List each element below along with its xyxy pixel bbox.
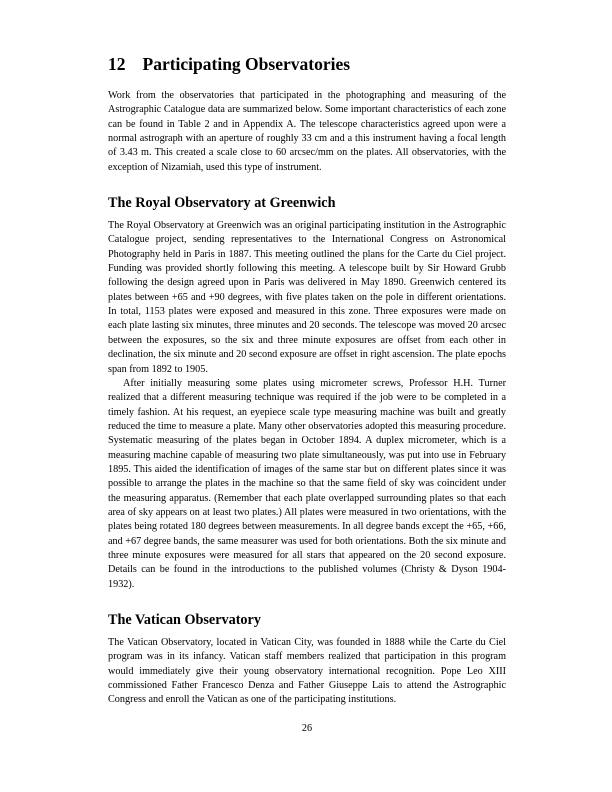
greenwich-paragraph-2: After initially measuring some plates using micrometer screws, Professor H.H. Turner realized that a different measuring technique was required if the job were to be completed in a timely fashion. At his request, an eyepiece scale type measuring machine was built and greatly reduced the time to measure a plate. Many other observatories adopted this measuring procedure. Systematic measuring of the plates began in October 1894. A duplex micrometer, which is a measuring machine capable of measuring two plate simultaneously, was put into use in February 1895. This aided the identification of images of the same star but on different plates since it was possible to arrange the plates in the machine so that the same field of sky was coincident under the measuring apparatus. (Remember that each plate overlapped surrounding plates so that each area of sky appears on at least two plates.) All plates were measured in two orientations, with the plates being rotated 180 degrees between measurements. In all degree bands except the +65, +66, and +67 degree bands, the same measurer was used for both orientations. Both the six minute and three minute exposures were measured for all stars that appeared on the 20 second exposure. Details can be found in the introductions to the published volumes (Christy & Dyson 1904-1932). bbox=[108, 377, 506, 590]
vatican-paragraph-1: The Vatican Observatory, located in Vatican City, was founded in 1888 while the Carte du Ciel program was in its infancy. Vatican staff members realized that participation in this program would immediately give their young observatory international recognition. Pope Leo XIII commissioned Father Francesco Denza and Father Giuseppe Lais to attend the Astrographic Congress and enroll the Vatican as one of the participating institutions. bbox=[108, 637, 506, 706]
page-number: 26 bbox=[301, 723, 313, 734]
intro-paragraph: Work from the observatories that participated in the photographing and measuring of the Astrographic Catalogue data are summarized below. Some important characteristics of each zone can be found in Table 2 and in Appendix A. The telescope characteristics agreed upon were a normal astrograph with an aperture of roughly 33 cm and a this instrument having a focal length of 3.43 m. This created a scale close to 60 arcsec/mm on the plates. All observatories, with the exception of Nizamiah, used this type of instrument. bbox=[108, 90, 506, 173]
subsection-heading-vatican: The Vatican Observatory bbox=[108, 612, 261, 628]
vatican-section-body bbox=[108, 636, 506, 708]
greenwich-section-body bbox=[108, 219, 506, 592]
section-intro-block bbox=[108, 89, 506, 175]
greenwich-paragraph-1: The Royal Observatory at Greenwich was an original participating institution in the Astrographic Catalogue project, sending representatives to the International Congress on Astronomical Photography held in Paris in 1887. This meeting outlined the plans for the Carte du Ciel project. Funding was provided shortly following this meeting. A telescope built by Sir Howard Grubb following the design agreed upon in Paris was delivered in May 1890. Greenwich centered its plates between +65 and +90 degrees, with five plates taken on the pole in different orientations. In total, 1153 plates were exposed and measured in this zone. Three exposures were made on each plate lasting six minutes, three minutes and 20 seconds. The telescope was moved 20 arcsec between the exposures, so the six and three minute exposures are offset from each other in declination, the six minute and 20 second exposure are offset in right ascension. The plate epochs span from 1892 to 1905. bbox=[108, 220, 506, 375]
section-title: Participating Observatories bbox=[142, 54, 351, 74]
section-heading bbox=[108, 54, 506, 75]
section-number: 12 bbox=[108, 54, 126, 74]
subsection-heading-greenwich: The Royal Observatory at Greenwich bbox=[108, 195, 336, 212]
